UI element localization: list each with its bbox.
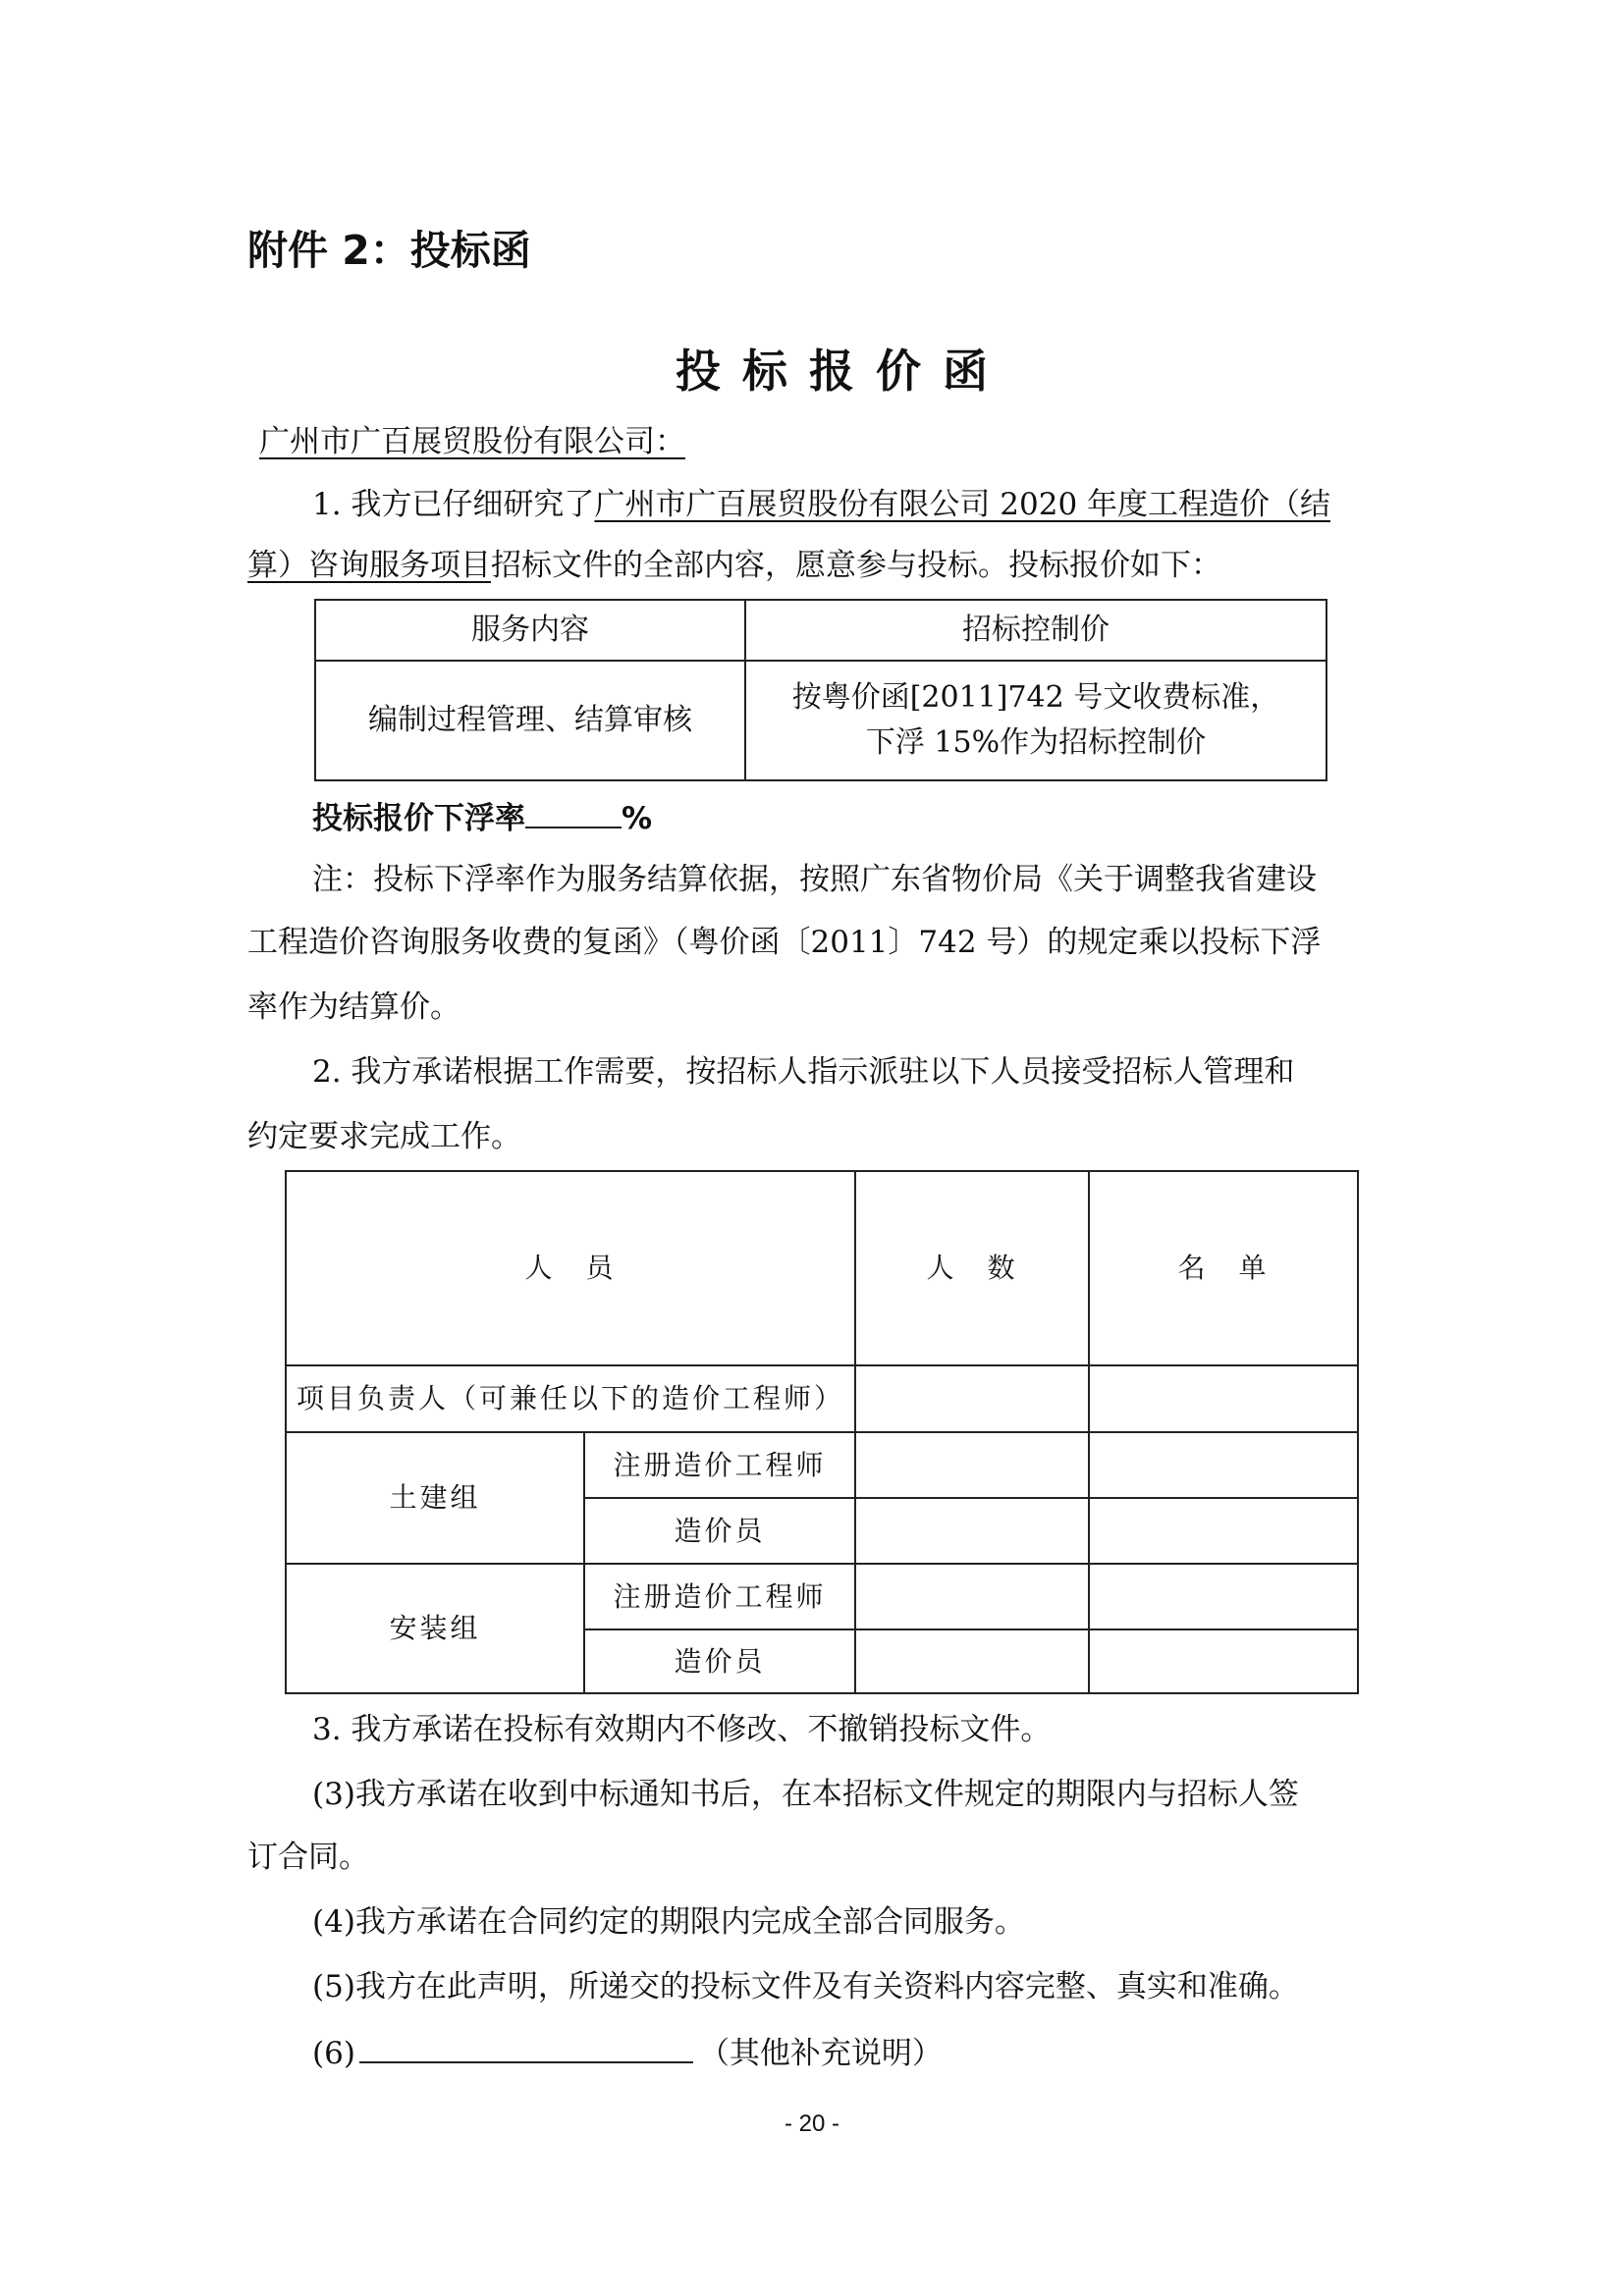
project-name-part-1: 广州市广百展贸股份有限公司 2020 年度工程造价（结 <box>594 487 1331 522</box>
discount-rate-unit: % <box>622 801 653 836</box>
page-number: - 20 - <box>784 2110 839 2137</box>
install-role-engineer: 注册造价工程师 <box>613 1579 827 1613</box>
item-6-blank[interactable] <box>359 2032 693 2063</box>
item-1-line-2 <box>247 546 1221 585</box>
price-table <box>314 599 1327 781</box>
item-1-prefix: 1. 我方已仔细研究了 <box>312 487 595 522</box>
item-3: 3. 我方承诺在投标有效期内不修改、不撤销投标文件。 <box>312 1712 1052 1747</box>
discount-rate-label: 投标报价下浮率 <box>312 801 525 836</box>
install-engineer-roster[interactable] <box>1090 1565 1357 1629</box>
item-5: (5)我方在此声明，所递交的投标文件及有关资料内容完整、真实和准确。 <box>312 1969 1299 2004</box>
civil-estimator-count[interactable] <box>856 1499 1088 1563</box>
item-1-line-1 <box>312 485 1330 524</box>
item-6-prefix: (6) <box>312 2036 355 2071</box>
discount-rate <box>312 797 652 838</box>
price-line-1: 按粤价函[2011]742 号文收费标准， <box>791 680 1280 715</box>
project-lead-cell: 项目负责人（可兼任以下的造价工程师） <box>296 1382 844 1415</box>
staff-header-roster: 名 单 <box>1177 1252 1270 1284</box>
staff-header-count: 人 数 <box>926 1252 1018 1284</box>
document-title: 投标报价函 <box>676 345 1009 398</box>
item-6 <box>312 2032 943 2073</box>
civil-engineer-roster[interactable] <box>1090 1433 1357 1497</box>
price-table-header-price: 招标控制价 <box>962 613 1110 647</box>
item-4: (4)我方承诺在合同约定的期限内完成全部合同服务。 <box>312 1904 1025 1940</box>
note-line-3: 率作为结算价。 <box>247 989 460 1025</box>
staff-header-personnel: 人 员 <box>524 1252 617 1284</box>
discount-rate-blank[interactable] <box>525 797 622 828</box>
item-3b-line-2: 订合同。 <box>247 1840 369 1875</box>
civil-engineer-count[interactable] <box>856 1433 1088 1497</box>
project-lead-count[interactable] <box>856 1366 1088 1431</box>
civil-role-estimator: 造价员 <box>674 1514 766 1547</box>
item-1-suffix: 招标文件的全部内容，愿意参与投标。投标报价如下： <box>491 548 1221 583</box>
install-engineer-count[interactable] <box>856 1565 1088 1629</box>
install-role-estimator: 造价员 <box>674 1644 766 1678</box>
note-line-1: 注：投标下浮率作为服务结算依据，按照广东省物价局《关于调整我省建设 <box>312 862 1317 897</box>
item-2-line-1: 2. 我方承诺根据工作需要，按招标人指示派驻以下人员接受招标人管理和 <box>312 1054 1295 1090</box>
price-table-service-cell: 编制过程管理、结算审核 <box>368 703 692 737</box>
project-lead-roster[interactable] <box>1090 1366 1357 1431</box>
attachment-heading: 附件 2：投标函 <box>247 227 531 274</box>
group-installation: 安装组 <box>389 1612 481 1644</box>
price-table-price-cell <box>746 662 1326 779</box>
install-estimator-roster[interactable] <box>1090 1630 1357 1692</box>
group-civil: 土建组 <box>389 1481 481 1514</box>
item-6-suffix: （其他补充说明） <box>698 2036 943 2071</box>
price-table-header-service: 服务内容 <box>471 613 589 647</box>
price-line-2: 下浮 15%作为招标控制价 <box>865 725 1207 760</box>
install-estimator-count[interactable] <box>856 1630 1088 1692</box>
staff-table <box>285 1170 1359 1694</box>
item-3b-line-1: (3)我方承诺在收到中标通知书后，在本招标文件规定的期限内与招标人签 <box>312 1777 1299 1812</box>
note-line-2: 工程造价咨询服务收费的复函》（粤价函〔2011〕742 号）的规定乘以投标下浮 <box>247 925 1322 960</box>
project-name-part-2: 算）咨询服务项目 <box>247 548 491 583</box>
addressee: 广州市广百展贸股份有限公司： <box>259 424 685 459</box>
civil-role-engineer: 注册造价工程师 <box>613 1448 827 1481</box>
civil-estimator-roster[interactable] <box>1090 1499 1357 1563</box>
item-2-line-2: 约定要求完成工作。 <box>247 1119 521 1154</box>
